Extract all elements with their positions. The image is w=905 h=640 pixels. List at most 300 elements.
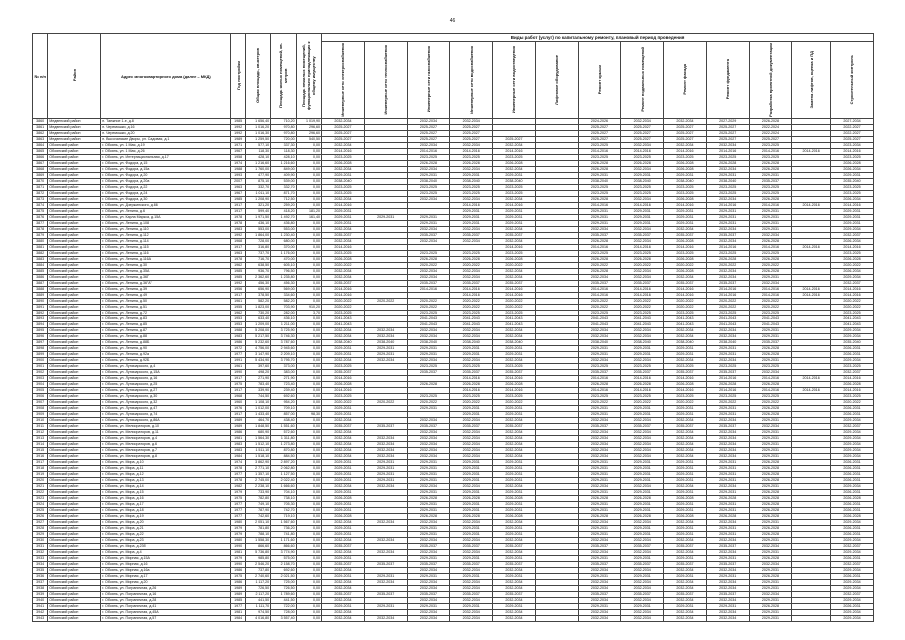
total-area-cell: 1 558,30 (245, 537, 270, 543)
work-period-cell: 2029-2031 (749, 585, 792, 591)
address-cell: г. Обоянь, ул. Ленина, д.115 (101, 244, 231, 250)
work-period-cell: 2041-2043 (450, 322, 493, 328)
work-period-cell: 2026-2028 (407, 382, 450, 388)
year-cell: 1917 (231, 244, 245, 250)
year-cell: 1978 (231, 478, 245, 484)
living-area-cell: 703,90 (271, 304, 296, 310)
header-total-area: Общая площадь, кв.метров (245, 34, 270, 119)
work-period-cell: 2032-2034 (664, 142, 707, 148)
nonliving-area-cell: 0,00 (296, 238, 321, 244)
header-work-4: Инженерные сети водоотведения (493, 42, 536, 119)
work-period-cell: 2032-2034 (578, 585, 621, 591)
work-period-cell: 2035-2037 (706, 424, 749, 430)
work-period-cell: 2032-2034 (706, 609, 749, 615)
work-period-cell: 2023-2025 (407, 190, 450, 196)
nonliving-area-cell: 0,00 (296, 340, 321, 346)
work-period-cell: 2032-2034 (578, 274, 621, 280)
work-period-cell: 2029-2031 (493, 220, 536, 226)
work-period-cell: 2023-2025 (830, 184, 873, 190)
work-period-cell: 2029-2031 (364, 214, 407, 220)
work-period-cell: 2026-2031 (830, 490, 873, 496)
year-cell: 1968 (231, 238, 245, 244)
row-number: 3900 (33, 358, 48, 364)
work-period-cell: 2029-2031 (407, 507, 450, 513)
work-period-cell: 2038-2040 (664, 178, 707, 184)
district-cell: Обоянский район (48, 376, 101, 382)
work-period-cell: 2029-2031 (578, 525, 621, 531)
work-period-cell: 2029-2031 (450, 490, 493, 496)
work-period-cell: 2032-2034 (493, 537, 536, 543)
work-period-cell: 2020-2022 (749, 304, 792, 310)
work-period-cell: 2029-2031 (749, 579, 792, 585)
work-period-cell: 2029-2031 (450, 525, 493, 531)
work-period-cell: 2032-2034 (407, 615, 450, 621)
address-cell: г. Обоянь, ул. Мирная, д.16а (101, 567, 231, 573)
address-cell: г. Обоянь, ул. Мелиораторов, д.11 (101, 430, 231, 436)
work-period-cell: 2032-2034 (364, 448, 407, 454)
district-cell: Обоянский район (48, 172, 101, 178)
work-period-cell: 2020-2022 (830, 400, 873, 406)
work-period-cell: 2032-2034 (706, 579, 749, 585)
district-cell: Обоянский район (48, 561, 101, 567)
district-cell: Обоянский район (48, 424, 101, 430)
work-period-cell: 2014-2016 (706, 376, 749, 382)
nonliving-area-cell: 0,00 (296, 148, 321, 154)
work-period-cell: 2026-2031 (830, 352, 873, 358)
year-cell: 1977 (231, 352, 245, 358)
work-period-cell: 2032-2034 (450, 519, 493, 525)
district-cell: Обоянский район (48, 322, 101, 328)
living-area-cell: 1 789,60 (271, 591, 296, 597)
work-period-cell: 2032-2034 (749, 280, 792, 286)
row-number: 3886 (33, 274, 48, 280)
work-period-cell: 2029-2031 (364, 466, 407, 472)
work-period-cell: 2029-2034 (830, 448, 873, 454)
work-period-cell: 2032-2034 (621, 579, 664, 585)
work-period-cell: 2032-2034 (706, 442, 749, 448)
row-number: 3861 (33, 124, 48, 130)
work-period-cell: 2032-2034 (578, 519, 621, 525)
work-period-cell: 2026-2028 (749, 531, 792, 537)
year-cell: 1983 (231, 442, 245, 448)
total-area-cell: 4 016,80 (245, 615, 270, 621)
row-number: 3943 (33, 615, 48, 621)
work-period-cell: 2029-2031 (749, 609, 792, 615)
work-period-cell: 2032-2034 (364, 537, 407, 543)
address-cell: г. Обоянь, ул. Мира, д.20 (101, 519, 231, 525)
nonliving-area-cell: 1 019,90 (296, 119, 321, 125)
work-period-cell: 2032-2034 (407, 430, 450, 436)
district-cell: Обоянский район (48, 364, 101, 370)
work-period-cell: 2032-2034 (706, 238, 749, 244)
work-period-cell: 2029-2031 (664, 460, 707, 466)
work-period-cell: 2020-2022 (493, 400, 536, 406)
row-number: 3919 (33, 472, 48, 478)
address-cell: г. Обоянь, ул. Пограничная, д.26 (101, 585, 231, 591)
work-period-cell: 2029-2031 (578, 531, 621, 537)
total-area-cell: 787,90 (245, 507, 270, 513)
year-cell: 1917 (231, 376, 245, 382)
work-period-cell: 2035-2037 (621, 561, 664, 567)
work-period-cell: 2035-2037 (450, 543, 493, 549)
work-period-cell: 2032-2034 (493, 454, 536, 460)
work-period-cell: 2023-2025 (706, 310, 749, 316)
work-period-cell: 2029-2031 (450, 472, 493, 478)
address-cell: г. Обоянь, ул. Мира, д.18 (101, 507, 231, 513)
work-period-cell: 2023-2025 (830, 250, 873, 256)
work-period-cell: 2032-2034 (322, 519, 365, 525)
work-period-cell: 2035-2037 (322, 232, 365, 238)
work-period-cell: 2029-2031 (578, 507, 621, 513)
work-period-cell: 2035-2037 (706, 232, 749, 238)
district-cell: Обоянский район (48, 460, 101, 466)
work-period-cell: 2023-2025 (322, 184, 365, 190)
work-period-cell: 2032-2034 (493, 418, 536, 424)
work-period-cell: 2032-2034 (664, 585, 707, 591)
work-period-cell: 2026-2028 (664, 160, 707, 166)
work-period-cell: 2029-2031 (706, 406, 749, 412)
work-period-cell: 2014-2016 (322, 244, 365, 250)
work-period-cell: 2023-2025 (621, 310, 664, 316)
work-period-cell: 2032-2034 (664, 226, 707, 232)
work-period-cell: 2026-2034 (830, 166, 873, 172)
work-period-cell: 2029-2031 (621, 412, 664, 418)
work-period-cell: 2023-2025 (407, 184, 450, 190)
address-cell: г. Обоянь, ул. Ленина, д.30 (101, 262, 231, 268)
nonliving-area-cell: 0,00 (296, 298, 321, 304)
district-cell: Обоянский район (48, 148, 101, 154)
nonliving-area-cell: 0,00 (296, 172, 321, 178)
work-period-cell: 2014-2016 (407, 148, 450, 154)
work-period-cell: 2020-2022 (830, 298, 873, 304)
total-area-cell: 1 357,10 (245, 472, 270, 478)
work-period-cell: 2032-2034 (706, 166, 749, 172)
district-cell: Обоянский район (48, 484, 101, 490)
work-period-cell: 2029-2031 (578, 502, 621, 508)
work-period-cell: 2041-2043 (749, 322, 792, 328)
work-period-cell: 2014-2016 (792, 376, 831, 382)
work-period-cell: 2026-2031 (830, 531, 873, 537)
work-period-cell: 2014-2016 (493, 292, 536, 298)
work-period-cell: 2029-2031 (749, 442, 792, 448)
year-cell: 1977 (231, 502, 245, 508)
work-period-cell: 2032-2034 (706, 537, 749, 543)
row-number: 3934 (33, 561, 48, 567)
district-cell: Медвенский район (48, 119, 101, 125)
work-period-cell: 2026-2028 (493, 513, 536, 519)
work-period-cell: 2032-2034 (450, 268, 493, 274)
work-period-cell: 2014-2016 (664, 388, 707, 394)
work-period-cell: 2014-2016 (664, 376, 707, 382)
address-cell: г. Обоянь, ул. Мира, д.16 (101, 496, 231, 502)
total-area-cell: 1 760,00 (245, 166, 270, 172)
work-period-cell: 2032-2034 (578, 597, 621, 603)
work-period-cell: 2029-2031 (450, 502, 493, 508)
address-cell: г. Обоянь, ул. 1 Мая, д.26 (101, 148, 231, 154)
work-period-cell: 2032-2034 (322, 442, 365, 448)
total-area-cell: 726,50 (245, 585, 270, 591)
work-period-cell: 2023-2025 (664, 394, 707, 400)
work-period-cell: 2035-2037 (578, 232, 621, 238)
work-period-cell: 2032-2034 (706, 454, 749, 460)
living-area-cell: 3 725,90 (271, 328, 296, 334)
work-period-cell: 2014-2016 (493, 202, 536, 208)
district-cell: Обоянский район (48, 256, 101, 262)
row-number: 3872 (33, 190, 48, 196)
year-cell: 1978 (231, 256, 245, 262)
work-period-cell: 2035-2037 (493, 280, 536, 286)
work-period-cell: 2032-2034 (621, 549, 664, 555)
work-period-cell: 2035-2037 (322, 561, 365, 567)
living-area-cell: 1 273,80 (271, 442, 296, 448)
address-cell: г. Обоянь, ул. 1 Мая, д.19 (101, 142, 231, 148)
district-cell: Обоянский район (48, 406, 101, 412)
work-period-cell: 2014-2016 (493, 244, 536, 250)
year-cell: 1989 (231, 424, 245, 430)
district-cell: Обоянский район (48, 603, 101, 609)
work-period-cell: 2032-2034 (364, 328, 407, 334)
work-period-cell: 2038-2040 (621, 340, 664, 346)
nonliving-area-cell: 910,20 (296, 304, 321, 310)
work-period-cell: 2029-2031 (706, 172, 749, 178)
work-period-cell: 2014-2016 (830, 286, 873, 292)
nonliving-area-cell: 161,40 (296, 214, 321, 220)
living-area-cell: 738,10 (271, 496, 296, 502)
nonliving-area-cell: 0,00 (296, 202, 321, 208)
work-period-cell: 2026-2031 (830, 472, 873, 478)
row-number: 3897 (33, 340, 48, 346)
work-period-cell: 2026-2028 (706, 496, 749, 502)
work-period-cell: 2023-2034 (830, 142, 873, 148)
work-period-cell: 2032-2034 (621, 119, 664, 125)
district-cell: Обоянский район (48, 166, 101, 172)
address-cell: г. Обоянь, ул. Мира, д.17 (101, 502, 231, 508)
work-period-cell: 2032-2034 (578, 484, 621, 490)
work-period-cell: 2032-2034 (450, 274, 493, 280)
work-period-cell: 2014-2016 (706, 286, 749, 292)
total-area-cell: 436,10 (245, 220, 270, 226)
work-period-cell: 2029-2031 (621, 531, 664, 537)
address-cell: г. Обоянь, ул. Фодора, д.30 (101, 196, 231, 202)
address-cell: г. Обоянь, ул. Пограничная, д.41 (101, 603, 231, 609)
row-number: 3868 (33, 166, 48, 172)
district-cell: Обоянский район (48, 513, 101, 519)
address-cell: г. Обоянь, ул. Мира, д.13 (101, 478, 231, 484)
work-period-cell: 2025-2027 (322, 130, 365, 136)
work-period-cell: 2029-2031 (407, 406, 450, 412)
work-period-cell: 2035-2037 (322, 370, 365, 376)
work-period-cell: 2032-2034 (706, 585, 749, 591)
living-area-cell: 438,40 (271, 418, 296, 424)
work-period-cell: 2035-2037 (578, 543, 621, 549)
year-cell: 1986 (231, 340, 245, 346)
work-period-cell: 2029-2031 (322, 220, 365, 226)
work-period-cell: 2029-2031 (322, 531, 365, 537)
work-period-cell: 2025-2027 (322, 136, 365, 142)
work-period-cell: 2023-2025 (322, 250, 365, 256)
nonliving-area-cell: 0,00 (296, 382, 321, 388)
nonliving-area-cell: 0,00 (296, 262, 321, 268)
work-period-cell: 2032-2034 (664, 436, 707, 442)
work-period-cell: 2014-2016 (578, 148, 621, 154)
work-period-cell: 2041-2043 (407, 316, 450, 322)
work-period-cell: 2032-2034 (450, 238, 493, 244)
work-period-cell: 2029-2031 (749, 418, 792, 424)
work-period-cell: 2014-2016 (706, 244, 749, 250)
district-cell: Обоянский район (48, 543, 101, 549)
work-period-cell: 2032-2034 (493, 597, 536, 603)
total-area-cell: 744,50 (245, 394, 270, 400)
work-period-cell: 2029-2031 (664, 352, 707, 358)
work-period-cell: 2026-2028 (749, 507, 792, 513)
header-living-area: Площадь жилых помещений, кв. метров (271, 34, 296, 119)
work-period-cell: 2032-2034 (664, 430, 707, 436)
work-period-cell: 2023-2025 (578, 250, 621, 256)
work-period-cell: 2023-2025 (664, 250, 707, 256)
district-cell: Обоянский район (48, 418, 101, 424)
living-area-cell: 722,00 (271, 603, 296, 609)
year-cell: 1979 (231, 525, 245, 531)
work-period-cell: 2032-2034 (450, 448, 493, 454)
work-period-cell: 2014-2016 (578, 202, 621, 208)
nonliving-area-cell: 0,00 (296, 454, 321, 460)
nonliving-area-cell: 0,00 (296, 286, 321, 292)
total-area-cell: 1 656,40 (245, 119, 270, 125)
work-period-cell: 2023-2025 (322, 190, 365, 196)
living-area-cell: 736,20 (271, 525, 296, 531)
total-area-cell: 3 862,90 (245, 460, 270, 466)
work-period-cell: 2032-2034 (450, 119, 493, 125)
total-area-cell: 2 740,60 (245, 573, 270, 579)
work-period-cell: 2032-2034 (450, 328, 493, 334)
work-period-cell: 2029-2031 (322, 172, 365, 178)
address-cell: г. Обоянь, ул. Мира, д.21 (101, 525, 231, 531)
district-cell: Обоянский район (48, 286, 101, 292)
district-cell: Обоянский район (48, 478, 101, 484)
work-period-cell: 2041-2043 (578, 316, 621, 322)
address-cell: г. Обоянь, ул. Фодора, д.20 (101, 172, 231, 178)
address-cell: г. Обоянь, ул. Ленина, д.35А (101, 268, 231, 274)
district-cell: Обоянский район (48, 448, 101, 454)
header-work-10: Разработка проектной документации (749, 42, 792, 119)
work-period-cell: 2029-2031 (322, 502, 365, 508)
year-cell: 1967 (231, 148, 245, 154)
living-area-cell: 866,60 (271, 543, 296, 549)
year-cell: 1963 (231, 184, 245, 190)
nonliving-area-cell: 0,00 (296, 244, 321, 250)
living-area-cell: 796,50 (271, 268, 296, 274)
work-period-cell: 2023-2025 (578, 190, 621, 196)
work-period-cell: 2032-2034 (407, 274, 450, 280)
work-period-cell (535, 615, 578, 621)
living-area-cell: 719,10 (271, 513, 296, 519)
work-period-cell: 2029-2034 (830, 436, 873, 442)
year-cell: 1976 (231, 406, 245, 412)
work-period-cell: 2014-2016 (493, 376, 536, 382)
work-period-cell: 2035-2037 (706, 543, 749, 549)
row-number: 3892 (33, 310, 48, 316)
work-period-cell: 2026-2028 (450, 513, 493, 519)
work-period-cell: 2026-2028 (749, 573, 792, 579)
total-area-cell: 577,10 (245, 142, 270, 148)
work-period-cell: 2023-2025 (450, 154, 493, 160)
living-area-cell: 3 774,90 (271, 549, 296, 555)
work-period-cell: 2032-2034 (664, 519, 707, 525)
work-period-cell: 2032-2034 (621, 454, 664, 460)
work-period-cell: 2026-2028 (578, 268, 621, 274)
work-period-cell: 2029-2031 (706, 220, 749, 226)
work-period-cell: 2026-2031 (830, 478, 873, 484)
work-period-cell: 2023-2025 (830, 394, 873, 400)
total-area-cell: 464,70 (245, 418, 270, 424)
work-period-cell: 2035-2037 (664, 424, 707, 430)
work-period-cell: 2032-2034 (322, 567, 365, 573)
work-period-cell: 2026-2028 (407, 496, 450, 502)
work-period-cell: 2032-2034 (664, 334, 707, 340)
work-period-cell: 2029-2034 (830, 442, 873, 448)
work-period-cell: 2038-2040 (493, 178, 536, 184)
nonliving-area-cell: 0,00 (296, 484, 321, 490)
work-period-cell: 2014-2016 (322, 148, 365, 154)
work-period-cell: 2026-2028 (749, 346, 792, 352)
address-cell: г. Обоянь, ул. Пограничная, д.45А (101, 609, 231, 615)
work-period-cell: 2035-2037 (407, 591, 450, 597)
work-period-cell: 2014-2016 (706, 388, 749, 394)
work-period-cell: 2038-2040 (322, 178, 365, 184)
address-cell: г. Обоянь, ул. Ленина, д.108 (101, 220, 231, 226)
row-number: 3880 (33, 238, 48, 244)
work-period-cell: 2026-2028 (450, 256, 493, 262)
work-period-cell: 2026-2028 (749, 472, 792, 478)
year-cell: 1988 (231, 328, 245, 334)
work-period-cell: 2014-2016 (578, 376, 621, 382)
district-cell: Обоянский район (48, 292, 101, 298)
work-period-cell: 2020-2022 (664, 298, 707, 304)
work-period-cell: 2026-2028 (322, 382, 365, 388)
work-period-cell: 2032-2034 (706, 328, 749, 334)
work-period-cell: 2032-2034 (621, 537, 664, 543)
total-area-cell: 1 511,10 (245, 448, 270, 454)
work-period-cell: 2026-2028 (621, 496, 664, 502)
work-period-cell: 2035-2037 (450, 232, 493, 238)
row-number: 3894 (33, 322, 48, 328)
year-cell: 1953 (231, 316, 245, 322)
district-cell: Обоянский район (48, 585, 101, 591)
district-cell: Обоянский район (48, 382, 101, 388)
work-period-cell: 2029-2031 (664, 555, 707, 561)
row-number: 3899 (33, 352, 48, 358)
work-period-cell: 2032-2034 (364, 579, 407, 585)
work-period-cell: 2029-2031 (493, 507, 536, 513)
work-period-cell: 2029-2031 (322, 603, 365, 609)
address-cell: г. Обоянь, ул. Фодора, д.24 (101, 190, 231, 196)
work-period-cell: 2023-2025 (322, 394, 365, 400)
work-period-cell: 2032-2034 (578, 436, 621, 442)
work-period-cell: 2023-2025 (493, 250, 536, 256)
work-period-cell: 2029-2031 (578, 208, 621, 214)
row-number: 3890 (33, 298, 48, 304)
living-area-cell: 970,80 (271, 130, 296, 136)
work-period-cell: 2032-2034 (621, 609, 664, 615)
district-cell: Обоянский район (48, 502, 101, 508)
work-period-cell: 2026-2028 (830, 382, 873, 388)
work-period-cell: 2014-2016 (830, 244, 873, 250)
work-period-cell: 2029-2031 (450, 573, 493, 579)
work-period-cell: 2026-2028 (664, 268, 707, 274)
work-period-cell: 2025-2027 (621, 136, 664, 142)
work-period-cell: 2014-2016 (322, 388, 365, 394)
total-area-cell: 2 117,20 (245, 591, 270, 597)
